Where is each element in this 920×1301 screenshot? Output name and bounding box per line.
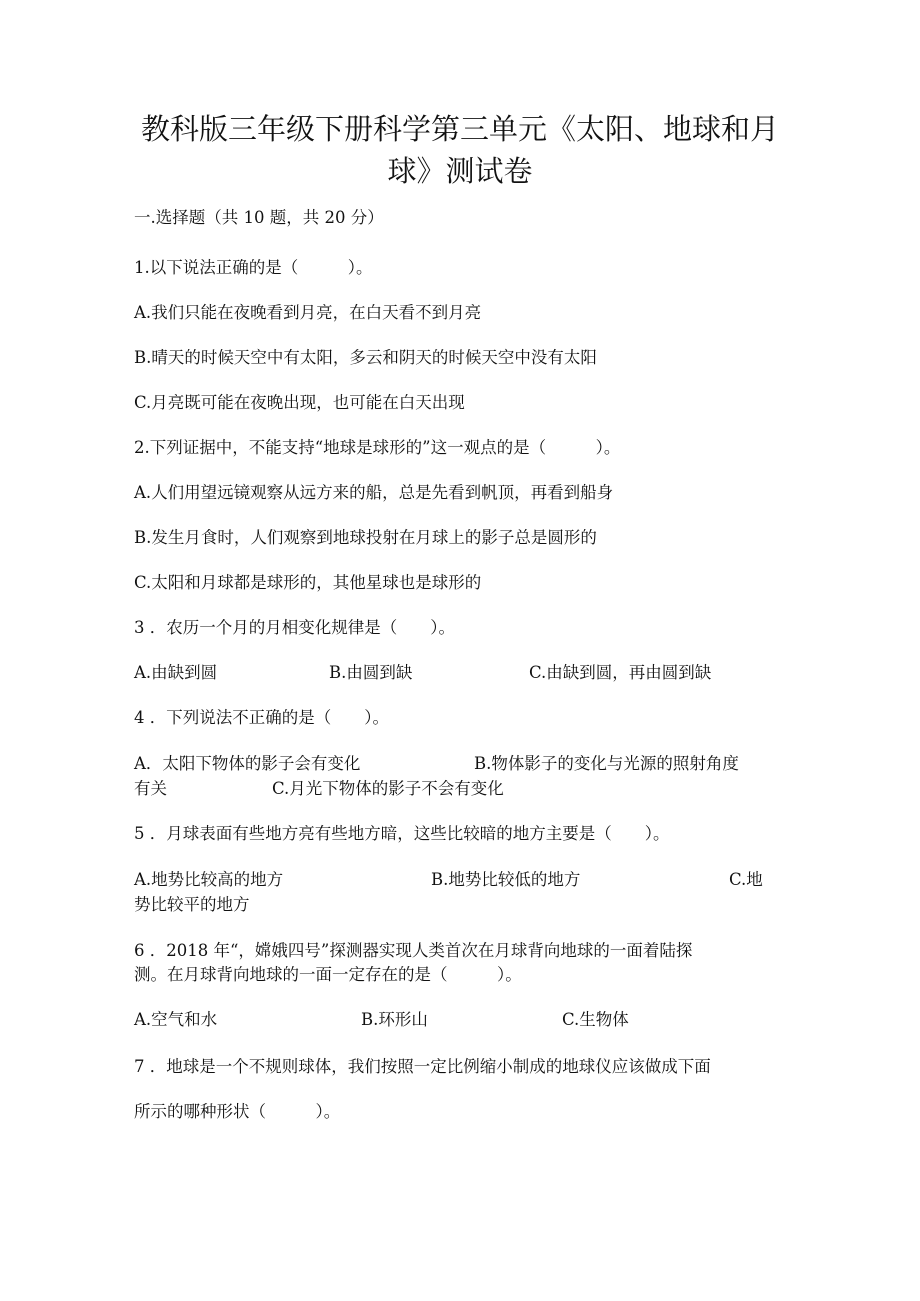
page-title: [120, 108, 800, 192]
question-5-option-c-continued: 势比较平的地方: [134, 895, 250, 914]
title-line-2: 球》测试卷: [387, 154, 533, 188]
title-line-1: 教科版三年级下册科学第三单元《太阳、地球和月: [140, 112, 779, 146]
question-1-option-b: B.晴天的时候天空中有太阳，多云和阴天的时候天空中没有太阳: [134, 348, 597, 367]
question-5-option-b: B.地势比较低的地方: [431, 870, 581, 889]
question-2-option-a: A.人们用望远镜观察从远方来的船，总是先看到帆顶，再看到船身: [134, 483, 614, 502]
question-5-stem: 5 ．月球表面有些地方亮有些地方暗，这些比较暗的地方主要是（ ）。: [134, 824, 670, 843]
question-4-option-b: B.物体影子的变化与光源的照射角度: [474, 754, 739, 773]
question-6-stem-line-1: 6 ．2018 年“，嫦娥四号”探测器实现人类首次在月球背向地球的一面着陆探: [134, 941, 693, 960]
question-6-option-c: C.生物体: [562, 1010, 629, 1029]
question-6-option-b: B.环形山: [361, 1010, 428, 1029]
question-5-option-a: A.地势比较高的地方: [134, 870, 284, 889]
question-1-option-a: A.我们只能在夜晚看到月亮，在白天看不到月亮: [134, 303, 482, 322]
section-heading: 一.选择题（共 10 题，共 20 分）: [134, 208, 384, 227]
question-1-option-c: C.月亮既可能在夜晚出现，也可能在白天出现: [134, 393, 465, 412]
question-1-stem: 1.以下说法正确的是（ ）。: [134, 258, 373, 277]
question-3-option-a: A.由缺到圆: [134, 663, 218, 682]
question-3-option-b: B.由圆到缺: [329, 663, 413, 682]
question-5-option-c: C.地: [729, 870, 763, 889]
question-2-stem: 2.下列证据中，不能支持“地球是球形的”这一观点的是（ ）。: [134, 438, 621, 457]
question-2-option-c: C.太阳和月球都是球形的，其他星球也是球形的: [134, 573, 482, 592]
question-4-option-a: A．太阳下物体的影子会有变化: [134, 754, 361, 773]
question-3-option-c: C.由缺到圆，再由圆到缺: [529, 663, 712, 682]
question-4-option-b-continued: 有关: [134, 779, 167, 798]
question-6-stem-line-2: 测。在月球背向地球的一面一定存在的是（ ）。: [134, 965, 522, 984]
question-4-option-c: C.月光下物体的影子不会有变化: [272, 779, 504, 798]
question-7-stem-line-2: 所示的哪种形状（ ）。: [134, 1102, 341, 1121]
question-2-option-b: B.发生月食时，人们观察到地球投射在月球上的影子总是圆形的: [134, 528, 597, 547]
question-7-stem-line-1: 7 ．地球是一个不规则球体，我们按照一定比例缩小制成的地球仪应该做成下面: [134, 1057, 711, 1076]
question-6-option-a: A.空气和水: [134, 1010, 218, 1029]
question-3-stem: 3 ．农历一个月的月相变化规律是（ ）。: [134, 618, 455, 637]
question-4-stem: 4 ．下列说法不正确的是（ ）。: [134, 708, 389, 727]
